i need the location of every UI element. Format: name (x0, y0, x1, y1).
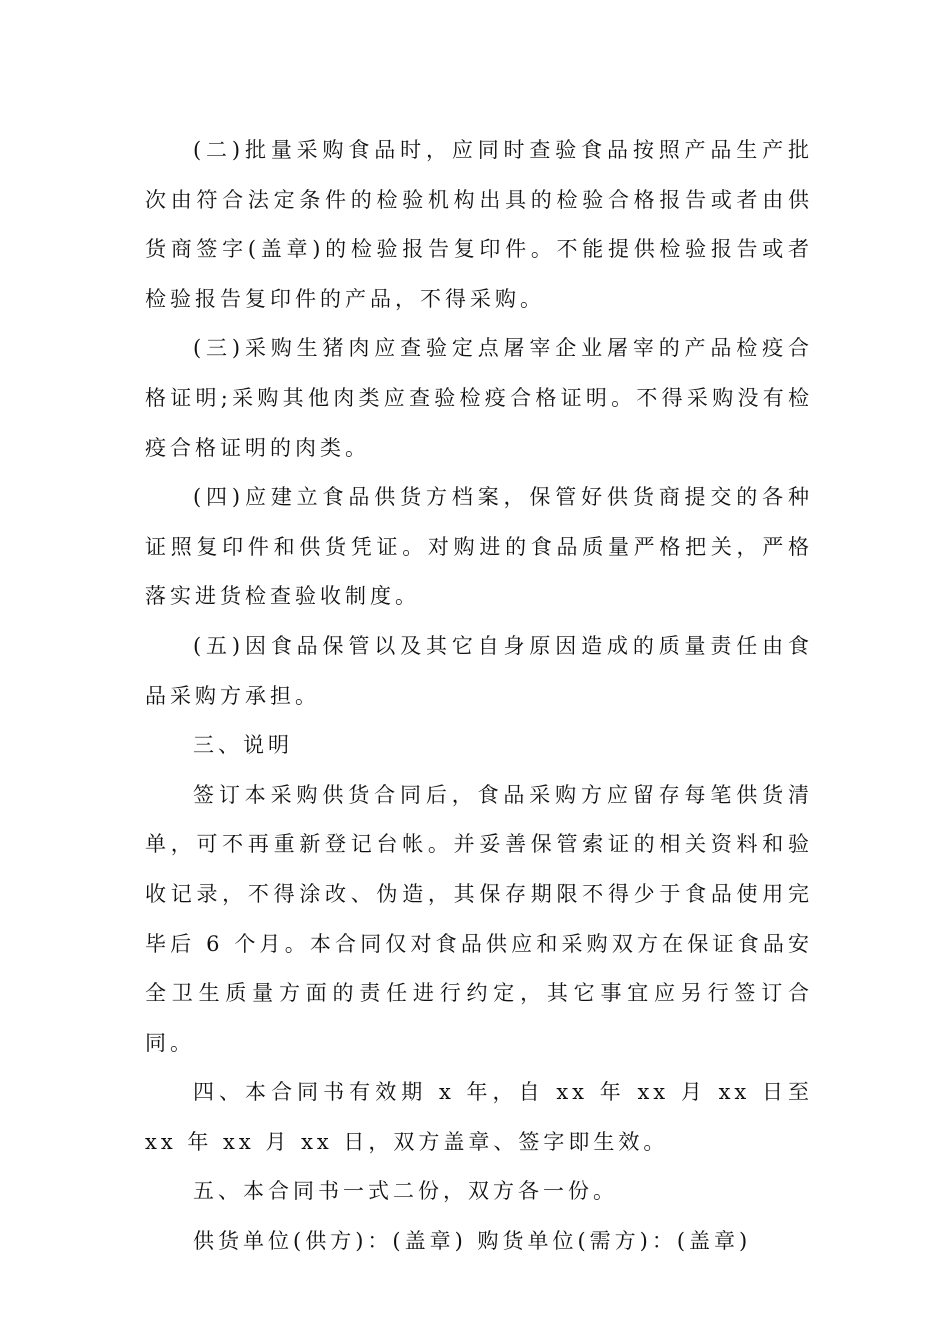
paragraph-supplier-archive: (四)应建立食品供货方档案，保管好供货商提交的各种证照复印件和供货凭证。对购进的食品质量严格把关，严格落实进货检查验收制度。 (145, 485, 813, 609)
paragraph-copies: 五、本合同书一式二份，双方各一份。 (193, 1179, 618, 1204)
contract-body (145, 126, 813, 1267)
paragraph-storage-responsibility: (五)因食品保管以及其它自身原因造成的质量责任由食品采购方承担。 (145, 633, 813, 708)
paragraph-meat-quarantine: (三)采购生猪肉应查验定点屠宰企业屠宰的产品检疫合格证明;采购其他肉类应查验检疫合格证明。不得采购没有检疫合格证明的肉类。 (145, 336, 813, 460)
paragraph-explanation: 签订本采购供货合同后，食品采购方应留存每笔供货清单，可不再重新登记台帐。并妥善保管索证的相关资料和验收记录，不得涂改、伪造，其保存期限不得少于食品使用完毕后 6 个月。本合同仅对食品供应和采购双方在保证食品安全卫生质量方面的责任进行约定，其它事宜应另行签订合同。 (145, 782, 813, 1055)
paragraph-inspection-report: (二)批量采购食品时，应同时查验食品按照产品生产批次由符合法定条件的检验机构出具的检验合格报告或者由供货商签字(盖章)的检验报告复印件。不能提供检验报告或者检验报告复印件的产品，不得采购。 (145, 138, 813, 311)
paragraph-validity: 四、本合同书有效期 x 年，自 xx 年 xx 月 xx 日至 xx 年 xx 月 xx 日，双方盖章、签字即生效。 (145, 1080, 813, 1154)
section-heading-explanation: 三、说明 (193, 733, 293, 758)
paragraph-signature-line: 供货单位(供方)：(盖章) 购货单位(需方)：(盖章) (193, 1229, 752, 1254)
